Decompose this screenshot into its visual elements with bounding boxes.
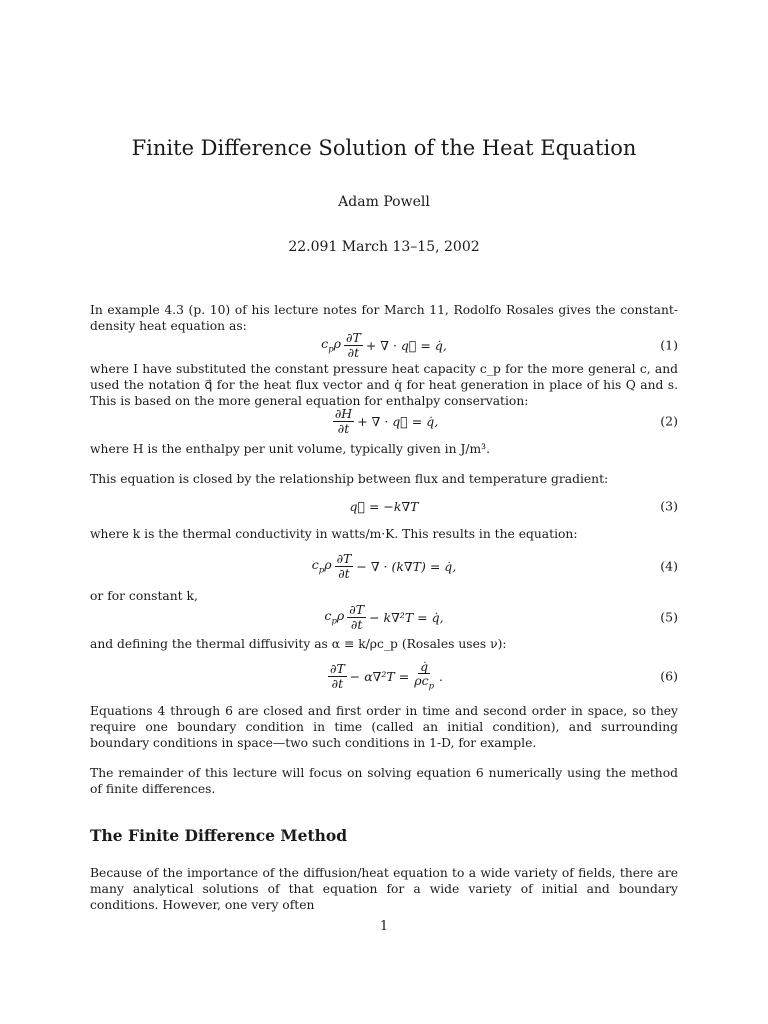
eq5-frac-num: ∂T <box>349 602 365 618</box>
paragraph-boundary-conditions: Equations 4 through 6 are closed and first order in time and second order in space, so they require one boundary condition in time (called an initial condition), and surrounding boundary conditions in space—two such conditions in 1-D, for example. <box>90 704 678 750</box>
eq4-frac-den: ∂t <box>338 565 350 581</box>
paragraph-constant-k: or for constant k, <box>90 589 198 603</box>
eq6-frac-den: ∂t <box>331 675 344 691</box>
equation-1 <box>90 328 678 362</box>
equation-2 <box>90 404 678 438</box>
eq2-fraction <box>333 407 354 434</box>
equation-1-body <box>90 328 678 362</box>
section-heading: The Finite Difference Method <box>90 826 348 845</box>
eq1-frac-den: ∂t <box>347 344 360 360</box>
eq6-fraction-left <box>328 662 347 689</box>
equation-5-number: (5) <box>660 609 678 625</box>
equation-3-body: q⃗ = −k∇T <box>349 498 419 514</box>
author-name: Adam Powell <box>338 194 430 210</box>
equation-4-number: (4) <box>660 558 678 574</box>
paragraph-substitution: where I have substituted the constant pressure heat capacity c_p for the more general c, and used the notation q⃗ for the heat flux vector and q̇ for heat generation in place of his Q and s. This is based on the more general equation for enthalpy conservation: <box>90 362 678 408</box>
equation-2-body <box>90 404 678 438</box>
eq5-prefix: $c_p\rho$ <box>324 607 345 627</box>
paper-title: Finite Difference Solution of the Heat Equation <box>131 136 637 160</box>
eq4-rest: − ∇ · (k∇T) = q̇, <box>356 558 457 574</box>
eq2-frac-num: ∂H <box>334 406 353 422</box>
eq6-middle: − α∇²T = <box>349 668 410 684</box>
equation-3 <box>90 489 678 523</box>
eq1-frac-num: ∂T <box>346 330 361 346</box>
eq1-prefix: $c_p\rho$ <box>321 335 341 355</box>
eq1-rest: + ∇ · q⃗ = q̇, <box>365 337 447 353</box>
eq5-frac-den: ∂t <box>350 616 363 632</box>
page-number: 1 <box>379 919 389 934</box>
paragraph-intro: In example 4.3 (p. 10) of his lecture notes for March 11, Rodolfo Rosales gives the constant-density heat equation as: <box>90 303 678 333</box>
equation-5-body <box>90 600 678 634</box>
paragraph-closure: This equation is closed by the relationship between flux and temperature gradient: <box>90 472 609 486</box>
equation-3-number: (3) <box>660 498 678 514</box>
equation-2-number: (2) <box>660 413 678 429</box>
paragraph-conductivity: where k is the thermal conductivity in watts/m·K. This results in the equation: <box>90 527 578 541</box>
equation-4 <box>90 549 678 583</box>
eq5-fraction <box>347 603 366 630</box>
equation-6-number: (6) <box>660 668 678 684</box>
equation-6-body <box>90 659 678 693</box>
equation-4-body <box>90 549 678 583</box>
course-date: 22.091 March 13–15, 2002 <box>288 239 480 255</box>
eq6-frac-num: ∂T <box>329 661 345 677</box>
eq4-prefix: $c_p\rho$ <box>311 556 332 576</box>
eq6-fraction-right <box>412 660 436 692</box>
eq6-end: . <box>439 668 444 684</box>
paragraph-finite-difference-intro: Because of the importance of the diffusion/heat equation to a wide variety of fields, there are many analytical solutions of that equation for a wide variety of initial and boundary conditions. However, one very often <box>90 866 678 912</box>
eq4-frac-num: ∂T <box>336 551 352 567</box>
equation-1-number: (1) <box>660 337 678 353</box>
equation-6 <box>90 659 678 693</box>
eq5-rest: − k∇²T = q̇, <box>369 609 444 625</box>
paragraph-remainder: The remainder of this lecture will focus on solving equation 6 numerically using the method of finite differences. <box>90 766 678 796</box>
paragraph-diffusivity: and defining the thermal diffusivity as α ≡ k/ρc_p (Rosales uses ν): <box>90 637 507 651</box>
paragraph-enthalpy: where H is the enthalpy per unit volume, typically given in J/m³. <box>90 442 491 456</box>
eq6-frac2-num: q̇ <box>420 659 429 675</box>
eq2-frac-den: ∂t <box>337 420 350 436</box>
eq1-fraction <box>344 331 363 358</box>
eq6-frac2-den: $\rho c_p$ <box>414 673 435 692</box>
eq4-fraction <box>335 552 354 579</box>
equation-5 <box>90 600 678 634</box>
eq2-rest: + ∇ · q⃗ = q̇, <box>357 413 439 429</box>
